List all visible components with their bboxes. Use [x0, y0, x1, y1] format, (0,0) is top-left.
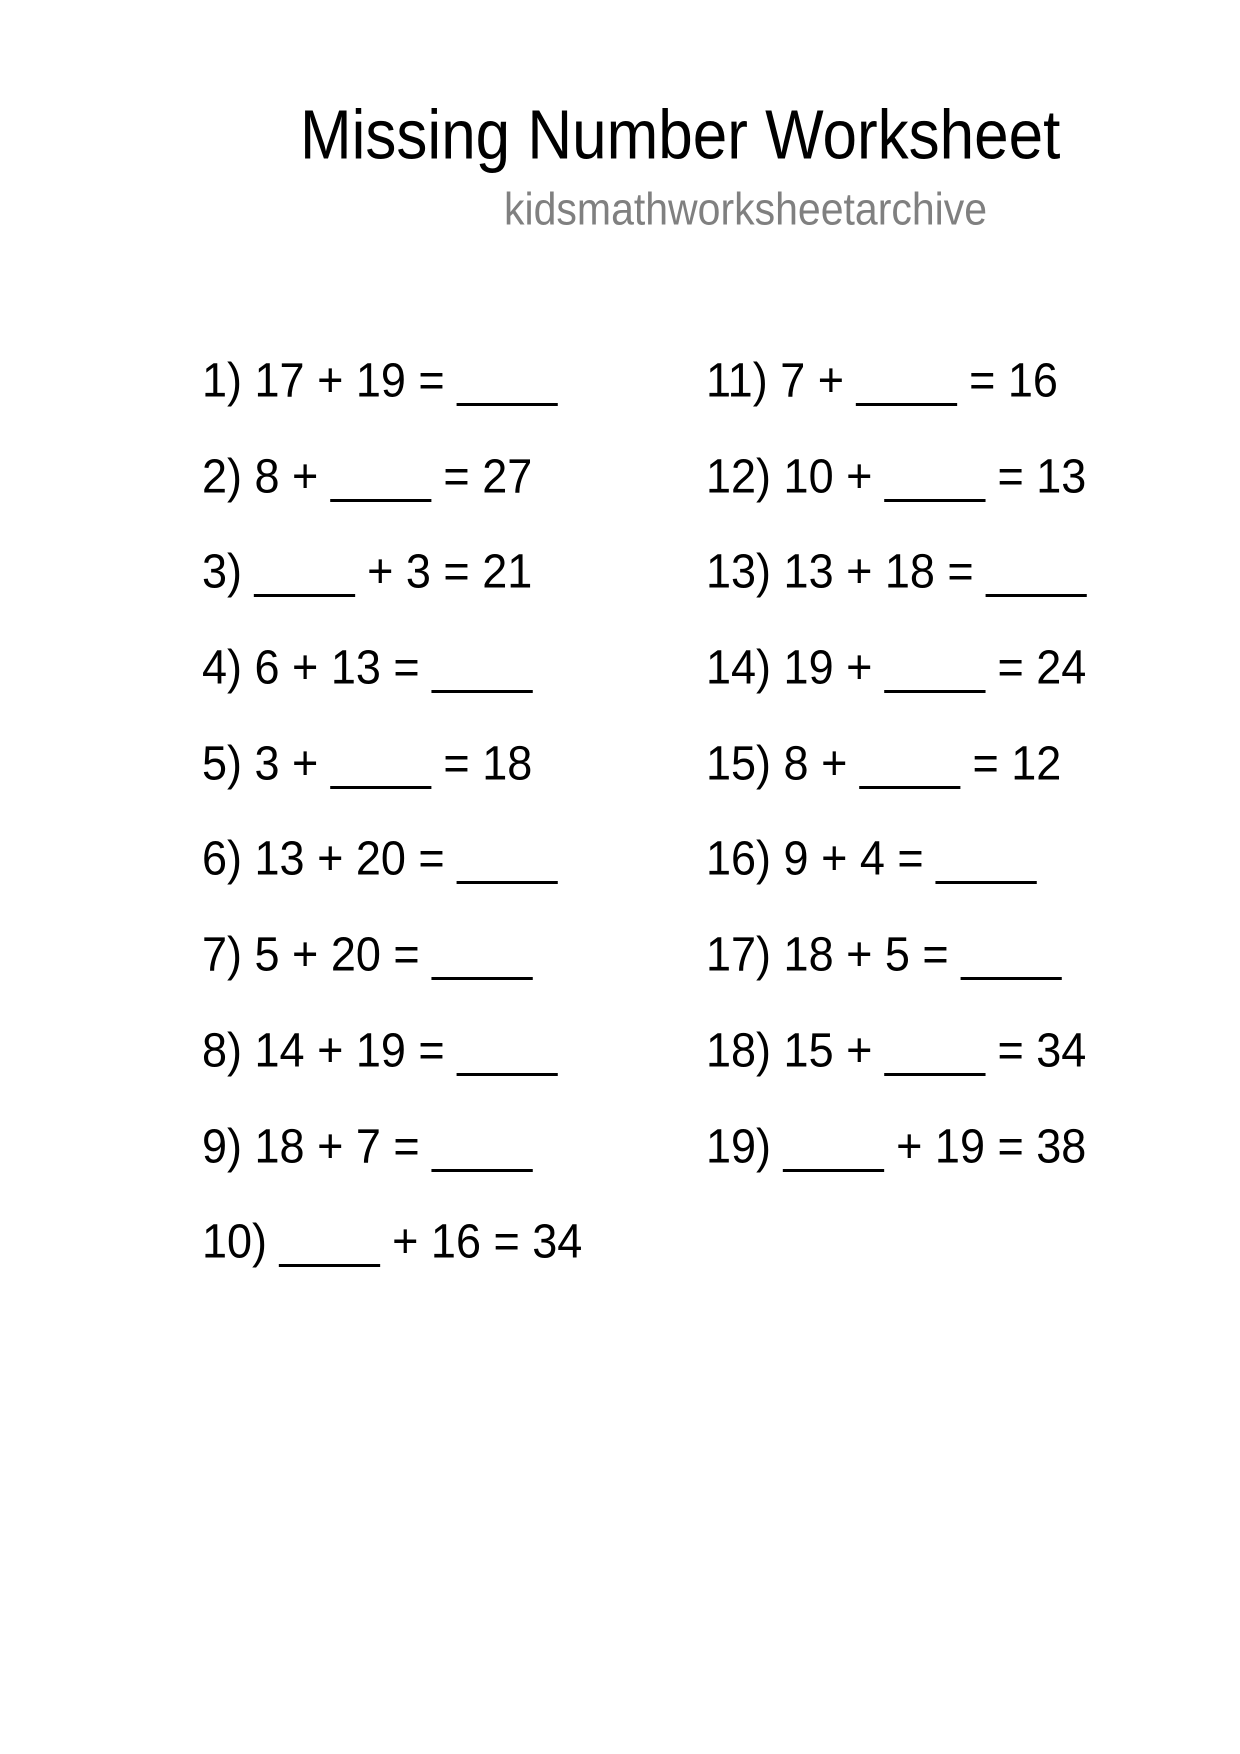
problem-16: 16) 9 + 4 = ____ — [706, 830, 1037, 886]
problem-17: 17) 18 + 5 = ____ — [706, 926, 1062, 982]
problem-9: 9) 18 + 7 = ____ — [202, 1117, 533, 1173]
problem-12: 12) 10 + ____ = 13 — [706, 447, 1087, 503]
problems-column-left — [202, 352, 582, 1309]
problem-11: 11) 7 + ____ = 16 — [706, 352, 1058, 408]
problem-3: 3) ____ + 3 = 21 — [202, 543, 533, 599]
problem-10: 10) ____ + 16 = 34 — [202, 1213, 583, 1269]
problem-19: 19) ____ + 19 = 38 — [706, 1117, 1087, 1173]
problem-6: 6) 13 + 20 = ____ — [202, 830, 558, 886]
problem-1: 1) 17 + 19 = ____ — [202, 352, 558, 408]
problem-8: 8) 14 + 19 = ____ — [202, 1021, 558, 1077]
problem-5: 5) 3 + ____ = 18 — [202, 734, 533, 790]
problem-7: 7) 5 + 20 = ____ — [202, 926, 533, 982]
site-watermark: kidsmathworksheetarchive — [504, 184, 988, 235]
problem-2: 2) 8 + ____ = 27 — [202, 447, 533, 503]
problem-13: 13) 13 + 18 = ____ — [706, 543, 1087, 599]
problem-18: 18) 15 + ____ = 34 — [706, 1021, 1087, 1077]
problem-14: 14) 19 + ____ = 24 — [706, 639, 1087, 695]
problems-column-right — [706, 352, 1086, 1213]
page-title: Missing Number Worksheet — [300, 97, 1061, 175]
problem-15: 15) 8 + ____ = 12 — [706, 734, 1062, 790]
problem-4: 4) 6 + 13 = ____ — [202, 639, 533, 695]
